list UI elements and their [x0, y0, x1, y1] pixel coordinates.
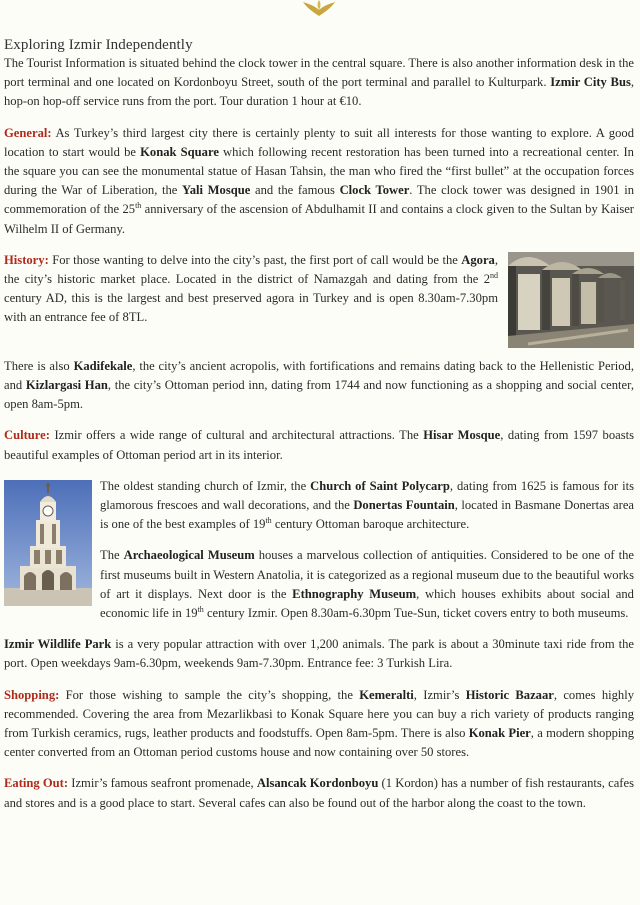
section-heading-shopping: Shopping: — [4, 687, 60, 702]
section-heading-history: History: — [4, 252, 49, 267]
fleuron-ornament-icon — [299, 0, 339, 16]
section-heading-eating-out: Eating Out: — [4, 776, 69, 791]
agora-arches-photo-icon — [508, 252, 634, 348]
intro-paragraph: The Tourist Information is situated behind the clock tower in the central square. There is also another information desk in the port terminal and one located on Kordonboyu Street, south of the port terminal and parallel to Kulturpark. Izmir City Bus, hop-on hop-off service runs from the port. Tour duration 1 hour at €10. — [4, 56, 635, 109]
culture-paragraph-4: Izmir Wildlife Park is a very popular attraction with over 1,200 animals. The park is about a 30minute taxi ride from the port. Open weekdays 9am-6.30pm, weekends 9am-7.30pm. Entrance fee: 3 Turkish Lira. — [4, 637, 634, 671]
culture-body — [4, 477, 634, 623]
culture-section: Culture: Izmir offers a wide range of cultural and architectural attractions. The Hisar Mosque, dating from 1597 boasts beautiful examples of Ottoman period art in its interior. — [4, 428, 635, 462]
clock-tower-photo-icon — [4, 480, 92, 606]
history-paragraph-2: There is also Kadifekale, the city’s ancient acropolis, with fortifications and remains dating back to the Hellenistic Period, and Kizlargasi Han, the city’s Ottoman period inn, dating from 1744 and now functioning as a shopping and social center, open 8am-5pm. — [4, 358, 635, 412]
section-heading-culture: Culture: — [4, 428, 50, 443]
culture-paragraph-3: The Archaeological Museum houses a marvelous collection of antiquities. Considered to be one of the first museums built in Western Anatolia, it is categorized as a regional museum due to the beautiful works of art it displays. Next door is the Ethnography Museum, which houses exhibits about social and economic life in 19th century Izmir. Open 8.30am-6.30pm Tue-Sun, ticket covers entry to both museums. — [100, 548, 634, 621]
history-paragraph: History: For those wanting to delve into the city’s past, the first port of call would be the Agora, the city’s historic market place. Located in the district of Namazgah and dating from the 2nd century AD, this is the largest and best preserved agora in Turkey and is open 8.30am-7.30pm with an entrance fee of 8TL. — [4, 252, 498, 325]
culture-paragraph-2: The oldest standing church of Izmir, the Church of Saint Polycarp, dating from 1625 is famous for its glamorous frescoes and wall decorations, and the Donertas Fountain, located in Basmane Donertas area is one of the best examples of 19th century Ottoman baroque architecture. — [100, 478, 634, 532]
section-heading-general: General: — [4, 125, 52, 140]
history-section — [4, 251, 634, 348]
general-section: General: As Turkey’s third largest city there is certainly plenty to suit all interests for those wanting to explore. A good location to start would be Konak Square which following recent restoration has been turned into a recreational center. In the square you can see the monumental statue of Hasan Tahsin, the man who fired the “first bullet” at the occupation forces during the War of Liberation, the Yali Mosque and the famous Clock Tower. The clock tower was designed in 1901 in commemoration of the 25th anniversary of the ascension of Abdulhamit II and contains a clock given to the Sultan by Kaiser Wilhelm II of Germany. — [4, 125, 634, 236]
page-title: Exploring Izmir Independently — [4, 37, 193, 53]
shopping-section: Shopping: For those wishing to sample the city’s shopping, the Kemeralti, Izmir’s Historic Bazaar, comes highly recommended. Covering the area from Mezarlikbasi to Konak Square here you can buy a rich variety of products ranging from Turkish ceramics, rugs, leather products and foodstuffs. Open 8am-5pm. There is also Konak Pier, a modern shopping center converted from an Ottoman period customs house and now containing over 50 stores. — [4, 687, 635, 760]
eating-out-section: Eating Out: Izmir’s famous seafront promenade, Alsancak Kordonboyu (1 Kordon) has a number of fish restaurants, cafes and stores and is a good place to start. Several cafes can also be found out of the harbor along the coast to the town. — [4, 776, 634, 810]
article — [4, 36, 634, 813]
